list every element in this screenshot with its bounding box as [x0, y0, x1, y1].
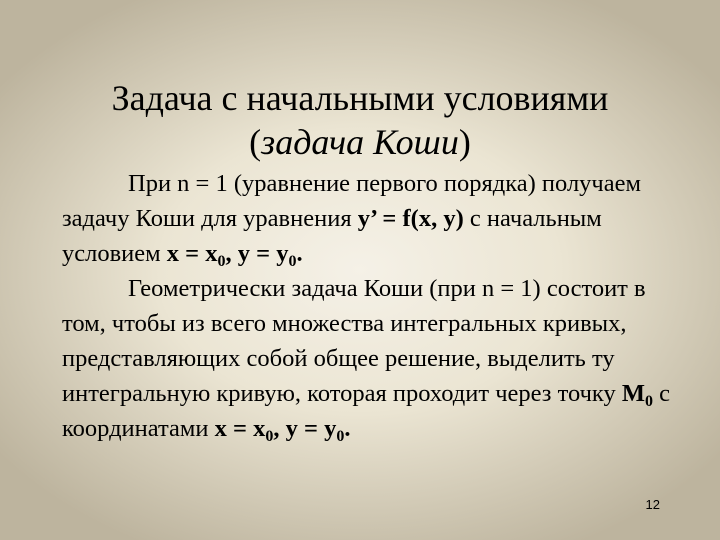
- title-paren-open: (: [249, 122, 262, 163]
- p1-text-2: с начальным условием: [62, 205, 602, 267]
- p1-cond-y-sub: 0: [288, 253, 297, 270]
- paragraph-1: [62, 166, 682, 271]
- p2-text-1: Геометрически задача Коши (при n = 1) состоит в том, чтобы из всего множества интегральных кривых, представляющих собой общее решение, выделить ту интегральную кривую, которая проходит через точку: [62, 275, 646, 407]
- p2-text-2: с координатами: [62, 380, 670, 442]
- paragraph-2: [62, 271, 682, 446]
- p2-cond-y-sub: 0: [336, 428, 345, 445]
- p1-text-1: При n = 1 (уравнение первого порядка) получаем задачу Коши для уравнения: [62, 170, 642, 232]
- p2-cond-x-sub: 0: [265, 428, 274, 445]
- p1-period: .: [296, 240, 303, 267]
- page-number: 12: [645, 497, 660, 512]
- p2-point: M: [621, 380, 645, 407]
- title-line-2: [0, 120, 720, 164]
- slide-body: [62, 166, 682, 446]
- p2-point-sub: 0: [645, 393, 653, 410]
- p2-cond-x: x = x: [214, 415, 266, 442]
- p1-equation: y’ = f(x, y): [357, 205, 464, 232]
- p1-cond-x: x = x: [166, 240, 218, 267]
- p1-cond-y: , y = y: [225, 240, 289, 267]
- title-line-1: Задача с начальными условиями: [111, 78, 609, 119]
- p2-period: .: [344, 415, 351, 442]
- title-paren-close: ): [458, 122, 471, 163]
- slide-title: [0, 76, 720, 164]
- p1-cond-x-sub: 0: [217, 253, 226, 270]
- p2-cond-y: , y = y: [273, 415, 337, 442]
- title-italic: задача Коши: [261, 122, 459, 163]
